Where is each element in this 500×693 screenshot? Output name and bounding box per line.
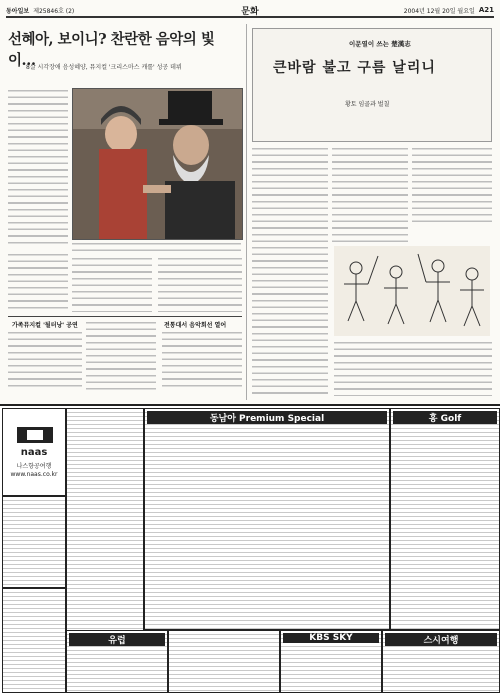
ad-golf[interactable] — [390, 408, 500, 630]
ad-sushi-tour-title: 스시여행 — [385, 633, 497, 646]
essay-title: 큰바람 불고 구름 날리니 — [273, 60, 436, 76]
divider — [8, 316, 242, 317]
page-header — [6, 4, 494, 18]
article-body-column-1 — [8, 88, 68, 248]
main-subhead: 8살 시각장애 음성혜양, 뮤지컬 '크리스마스 캐롤' 성공 데뷔 — [26, 64, 182, 71]
article-photo — [72, 88, 243, 240]
issue-date: 2004년 12월 20일 월요일 — [403, 7, 475, 15]
ad-golf-title: 홍 Golf — [393, 411, 497, 424]
ad-naas[interactable] — [2, 408, 66, 496]
side-item-title-1: 가족뮤지컬 '될터낭' 공연 — [12, 322, 78, 329]
ad-left-2[interactable] — [2, 496, 66, 588]
section-title: 문화 — [241, 6, 259, 17]
ad-naas-brand: naas — [20, 447, 48, 458]
ad-europe[interactable] — [66, 630, 168, 693]
advertisement-section — [0, 404, 500, 693]
essay-body-column-4 — [334, 340, 492, 396]
publication-name: 동아일보 — [6, 7, 30, 15]
ad-sushi-tour[interactable] — [382, 630, 500, 693]
essay-header — [252, 28, 492, 142]
side-item-body-1b — [86, 320, 156, 390]
ad-southeast-asia-brand: 동남아 — [209, 414, 236, 424]
ad-europe-title: 유럽 — [69, 633, 165, 646]
essay-author: 황토 임골과 벌칠 — [345, 101, 390, 108]
ad-center-bottom[interactable] — [168, 630, 280, 693]
edition-number: 제25846호 (2) — [33, 7, 75, 15]
page-number: A21 — [478, 6, 494, 14]
essay-body-column-3 — [412, 146, 492, 226]
ad-naas-sub: 나스항공여행 — [16, 463, 52, 470]
ad-kbs-sky[interactable] — [280, 630, 382, 693]
side-item-body-2 — [162, 330, 242, 390]
ad-southeast-asia[interactable] — [144, 408, 390, 630]
main-headline: 선혜아, 보이니? 찬란한 음악의 빛이… — [8, 31, 215, 69]
essay-illustration — [334, 246, 490, 336]
essay-kicker: 이문열이 쓰는 楚漢志 — [349, 40, 411, 48]
essay-body-column-2 — [332, 146, 408, 246]
warriors-drawing — [334, 246, 490, 336]
ad-kbs-sky-title: KBS SKY — [283, 633, 379, 643]
article-body-column-4 — [158, 256, 242, 312]
column-divider — [246, 24, 247, 400]
ad-left-3[interactable] — [2, 588, 66, 693]
article-body-column-3 — [72, 256, 152, 312]
article-body-column-2 — [8, 252, 68, 312]
ad-premium-special: Premium Special — [239, 414, 325, 424]
ad-southeast-asia-title — [147, 411, 387, 424]
photo-illustration — [73, 89, 242, 239]
photo-caption — [72, 241, 241, 251]
essay-body-column-1 — [252, 146, 328, 396]
naas-logo-icon — [17, 427, 53, 443]
side-item-title-2: 전통대서 음악회선 열어 — [164, 322, 227, 329]
ad-naas-url: www.naas.co.kr — [10, 471, 58, 478]
side-item-body-1 — [8, 330, 82, 390]
